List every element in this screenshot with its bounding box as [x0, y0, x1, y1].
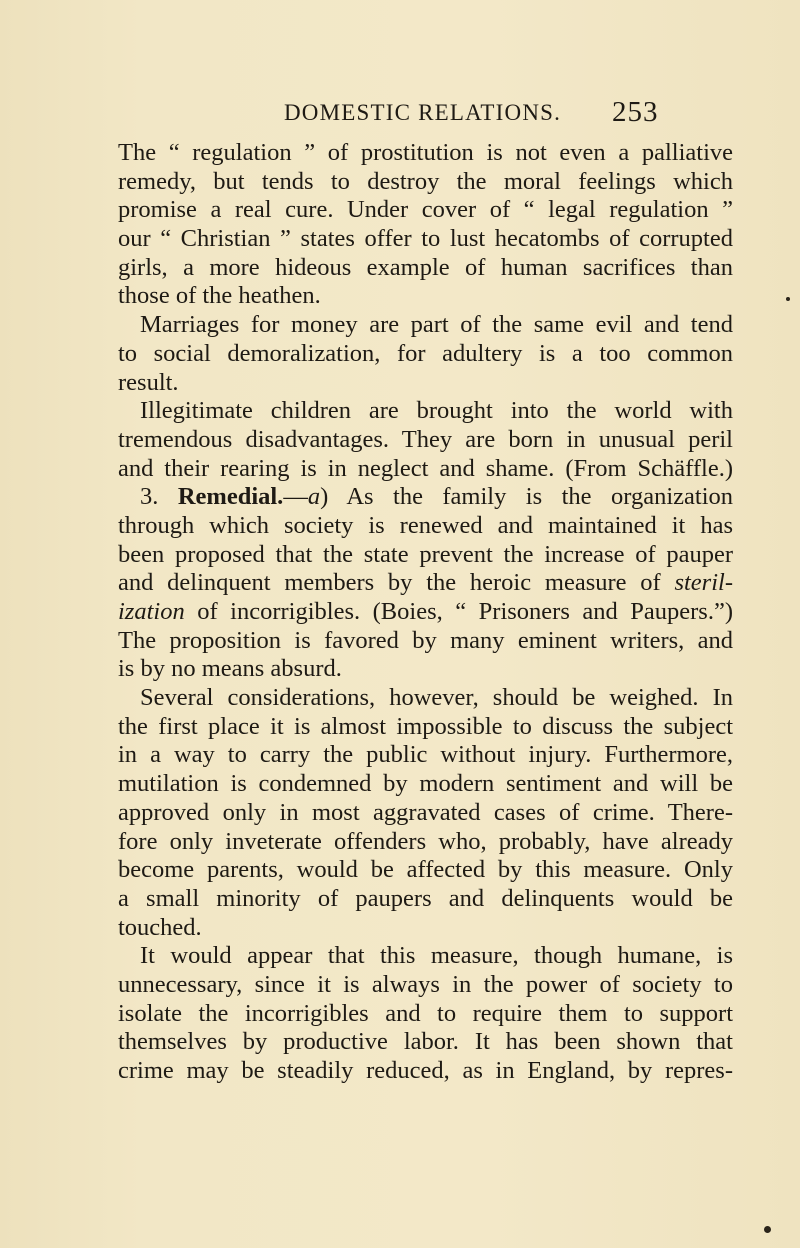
section-text: ) As the family is the organization [320, 483, 734, 511]
text-line: a small minority of paupers and delinquents would be [118, 884, 733, 912]
text-line: Marriages for money are part of the same evil and tend [140, 311, 733, 339]
section-heading: Remedial. [177, 483, 284, 511]
italic-term: ization [118, 598, 185, 625]
body-text [118, 139, 733, 1086]
text-line: been proposed that the state prevent the increase of pauper [118, 540, 733, 568]
paper-speck [764, 1226, 771, 1233]
text-line: to social demoralization, for adultery is a too common [118, 339, 733, 367]
text-line: unnecessary, since it is always in the power of society to [118, 970, 733, 998]
text-line: the first place it is almost impossible to discuss the subject [118, 712, 733, 740]
text-line: approved only in most aggravated cases of crime. There- [118, 798, 733, 826]
text-line: crime may be steadily reduced, as in England, by repres- [118, 1057, 733, 1084]
italic-term: steril- [674, 569, 733, 597]
text-line: tremendous disadvantages. They are born in unusual peril [118, 425, 733, 453]
text-line: through which society is renewed and maintained it has [118, 511, 733, 539]
text-segment: and delinquent members by the heroic measure of [118, 569, 675, 597]
text-segment: of incorrigibles. (Boies, “ Prisoners and Paupers.”) [184, 598, 733, 625]
em-dash: — [283, 483, 308, 511]
section-heading-line [118, 483, 733, 512]
text-line: The proposition is favored by many eminent writers, and [118, 626, 733, 654]
text-line: touched. [118, 913, 202, 941]
section-number: 3. [140, 483, 159, 511]
page-number: 253 [612, 96, 659, 128]
text-line: become parents, would be affected by this measure. Only [118, 856, 733, 884]
text-line: fore only inveterate offenders who, probably, have already [118, 827, 733, 855]
text-line [118, 598, 733, 627]
text-line: isolate the incorrigibles and to require them to support [118, 999, 733, 1027]
text-line: Several considerations, however, should be weighed. In [140, 684, 733, 712]
running-head [160, 96, 760, 136]
text-line: mutilation is condemned by modern sentiment and will be [118, 770, 733, 798]
text-line: The “ regulation ” of prostitution is not even a palliative [118, 139, 733, 166]
text-line: in a way to carry the public without injury. Furthermore, [118, 741, 733, 769]
subsection-letter: a [307, 483, 321, 511]
text-line: girls, a more hideous example of human sacrifices than [118, 253, 733, 281]
text-line: promise a real cure. Under cover of “ legal regulation ” [118, 196, 733, 224]
text-line: Illegitimate children are brought into the world with [140, 397, 733, 425]
text-line: remedy, but tends to destroy the moral feelings which [118, 167, 733, 195]
text-line: our “ Christian ” states offer to lust hecatombs of corrupted [118, 225, 733, 253]
text-line: result. [118, 368, 179, 396]
text-line: It would appear that this measure, though humane, is [140, 942, 733, 970]
text-line: and their rearing is in neglect and shame. (From Schäffle.) [118, 454, 733, 482]
text-line: those of the heathen. [118, 282, 321, 310]
text-line [118, 569, 733, 598]
text-line: themselves by productive labor. It has been shown that [118, 1028, 733, 1056]
paper-speck [786, 297, 790, 301]
text-line: is by no means absurd. [118, 655, 342, 683]
running-title: DOMESTIC RELATIONS. [284, 100, 562, 125]
